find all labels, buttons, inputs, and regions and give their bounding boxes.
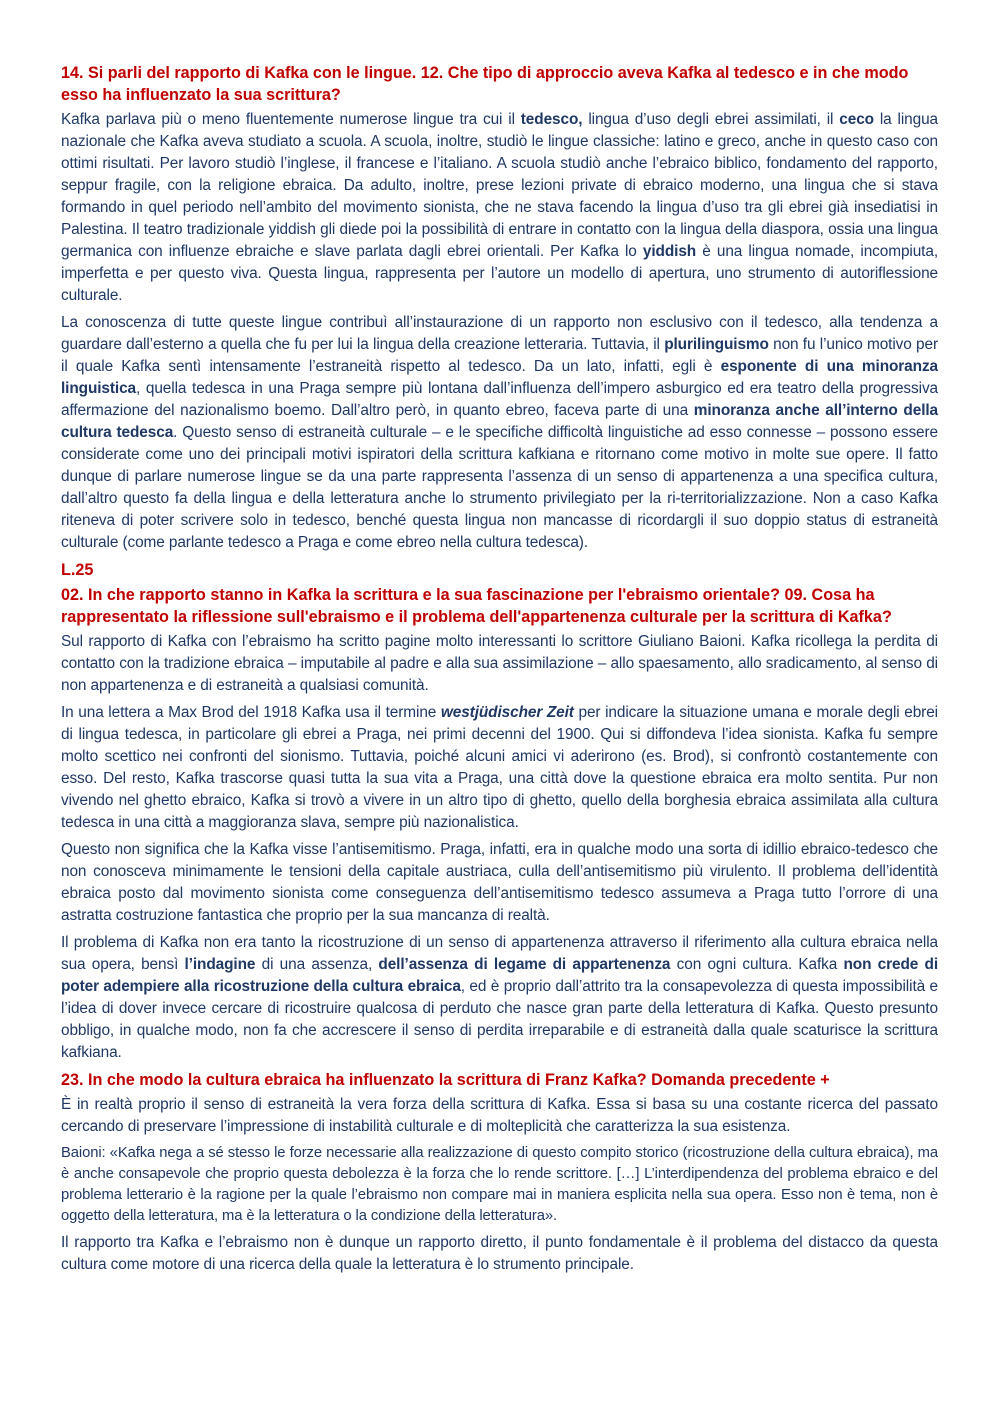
bold-term-yiddish: yiddish [642, 243, 697, 260]
paragraph-max-brod-letter [61, 702, 938, 834]
question-heading-23: 23. In che modo la cultura ebraica ha influenzato la scrittura di Franz Kafka? Domanda precedente + [61, 1071, 830, 1089]
bold-term-ceco: ceco [839, 111, 874, 128]
paragraph-antisemitismo: Questo non significa che la Kafka visse l’antisemitismo. Praga, infatti, era in qualche modo una sorta di idillio ebraico-tedesco che non conosceva minimamente le tensioni della capitale austriaca, culla dell’antisemitismo più virulento. Il problema dell’identità ebraica posto dal movimento sionista come conseguenza dell’antisemitismo tedesco assumeva a Praga tutto l’orrore di una astratta costruzione fantastica che proprio per la sua mancanza di realtà. [61, 841, 938, 924]
text-run: Il problema di Kafka non era tanto la ricostruzione di un senso di appartenenza attraverso il riferimento alla cultura ebraica nella sua opera, bensì [61, 934, 938, 973]
text-run: lingua d’uso degli ebrei assimilati, il [582, 111, 840, 128]
bold-term-plurilinguismo: plurilinguismo [664, 336, 769, 353]
text-run: è una lingua nomade, incompiuta, imperfetta e per questo viva. Questa lingua, rappresenta per l’autore un modello di apertura, uno strumento di autoriflessione culturale. [61, 243, 938, 304]
bold-italic-term-westjudischer-zeit: westjüdischer Zeit [440, 704, 574, 721]
paragraph-plurilinguismo [61, 312, 938, 554]
text-run: la lingua nazionale che Kafka aveva studiato a scuola. A scuola, inoltre, studiò le lingue classiche: latino e greco, anche in questo caso con ottimi risultati. Per lavoro studiò l’inglese, il francese e l’italiano. A scuola studiò anche l’ebraico biblico, fondamento del rapporto, seppur fragile, con la religione ebraica. Da adulto, inoltre, prese lezioni private di ebraico moderno, una lingua che si stava formando in quel periodo nell’ambito del movimento sionista, che ne stava facendo la lingua d’uso tra gli ebrei già insediatisi in Palestina. Il teatro tradizionale yiddish gli diede poi la possibilità di entrare in contatto con la lingua della diaspora, ossia una lingua germanica con influenze ebraiche e slave parlata dagli ebrei orientali. Per Kafka lo [61, 111, 939, 260]
paragraph-languages [61, 109, 938, 307]
text-run: La conoscenza di tutte queste lingue contribuì all’instaurazione di un rapporto non esclusivo con il tedesco, alla tendenza a guardare dall’esterno a quella che fu per lui la lingua della creazione letteraria. Tuttavia, il [61, 314, 938, 353]
text-run: per indicare la situazione umana e morale degli ebrei di lingua tedesca, in particolare gli ebrei a Praga, nei primi decenni del 1900. Qui si diffondeva l’idea sionista. Kafka fu sempre molto scettico nei confronti del sionismo. Tuttavia, poiché alcuni amici vi aderirono (es. Brod), si confrontò costantemente con esso. Del resto, Kafka trascorse quasi tutta la sua vita a Praga, una città dove la questione ebraica era molto sentita. Pur non vivendo nel ghetto ebraico, Kafka si trovò a vivere in un altro tipo di ghetto, quello della borghesia ebraica assimilata alla cultura tedesca in una città a maggioranza slava, sempre più nazionalistica. [61, 704, 938, 831]
question-heading-02-09: 02. In che rapporto stanno in Kafka la scrittura e la sua fascinazione per l'ebraismo orientale? 09. Cosa ha rappresentato la riflessione sull'ebraismo e il problema dell'appartenenza culturale per la scrittura di Kafka? [61, 586, 892, 626]
text-run: di una assenza, [255, 956, 379, 973]
bold-term-tedesco: tedesco, [520, 111, 583, 128]
bold-term-indagine: l’indagine [184, 956, 256, 973]
paragraph-problema-kafka [61, 932, 938, 1064]
lesson-label: L.25 [61, 561, 94, 579]
bold-term-minoranza-cultura-tedesca: minoranza anche all’interno della cultura tedesca [61, 402, 939, 441]
paragraph-estraneita: È in realtà proprio il senso di estraneità la vera forza della scrittura di Kafka. Essa si basa su una costante ricerca del passato cercando di preservare l’impressione di instabilità culturale e di molteplicità che caratterizza la sua esistenza. [61, 1096, 938, 1135]
bold-term-assenza-legame: dell’assenza di legame di appartenenza [378, 956, 671, 973]
paragraph-baioni: Sul rapporto di Kafka con l’ebraismo ha scritto pagine molto interessanti lo scrittore Giuliano Baioni. Kafka ricollega la perdita di contatto con la tradizione ebraica – imputabile al padre e alla sua assimilazione – allo spaesamento, allo sradicamento, al senso di non appartenenza e di estraneità a qualsiasi comunità. [61, 633, 938, 694]
text-run: , ed è proprio dall’attrito tra la consapevolezza di questa impossibilità e l’idea di dover invece cercare di ricostruire qualcosa di perduto che nasce gran parte della letteratura di Kafka. Questo presunto obbligo, in qualche modo, non fa che accrescere il senso di perdita irreparabile e di estraneità dalla quale scaturisce la scrittura kafkiana. [61, 978, 938, 1061]
text-run: non fu l’unico motivo per il quale Kafka sentì intensamente l’estraneità rispetto al tedesco. Da un lato, infatti, egli è [61, 336, 938, 375]
bold-term-non-crede: non crede di poter adempiere alla ricostruzione della cultura ebraica [61, 956, 938, 995]
text-run: Kafka parlava più o meno fluentemente numerose lingue tra cui il [61, 111, 521, 128]
text-run: , quella tedesca in una Praga sempre più lontana dall’influenza dell’impero asburgico ed era teatro della progressiva affermazione del nazionalismo boemo. Dall’altro però, in quanto ebreo, faceva parte di una [61, 380, 938, 419]
paragraph-conclusione: Il rapporto tra Kafka e l’ebraismo non è dunque un rapporto diretto, il punto fondamentale è il problema del distacco da questa cultura come motore di una ricerca della quale la letteratura è lo strumento principale. [61, 1234, 938, 1273]
text-run: In una lettera a Max Brod del 1918 Kafka usa il termine [61, 704, 441, 721]
text-run: . Questo senso di estraneità culturale – e le specifiche difficoltà linguistiche ad esso connesse – possono essere considerate come uno dei principali motivi ispiratori della scrittura kafkiana e ritornano come motivo in molte sue opere. Il fatto dunque di parlare numerose lingue se da una parte rappresenta l’assenza di un senso di appartenenza a una specifica cultura, dall’altro questo fa della lingua e della letteratura anche lo strumento privilegiato per la ri-territorializzazione. Non a caso Kafka riteneva di poter scrivere solo in tedesco, benché questa lingua non mancasse di ricordargli il suo doppio status di estraneità culturale (come parlante tedesco a Praga e come ebreo nella cultura tedesca). [61, 424, 938, 551]
text-run: con ogni cultura. Kafka [670, 956, 844, 973]
paragraph-baioni-quote: Baioni: «Kafka nega a sé stesso le forze necessarie alla realizzazione di questo compito storico (ricostruzione della cultura ebraica), ma è anche consapevole che proprio questa debolezza è la forza che lo rende scrittore. […] L’interdipendenza del problema ebraico e del problema letterario è la ragione per la quale l’ebraismo non compare mai in maniera esplicita nella sua opera. Esso non è tema, non è oggetto della letteratura, ma è la letteratura o la condizione della letteratura». [61, 1145, 938, 1224]
question-heading-14-12: 14. Si parli del rapporto di Kafka con le lingue. 12. Che tipo di approccio aveva Kafka al tedesco e in che modo esso ha influenzato la sua scrittura? [61, 64, 909, 104]
bold-term-minoranza-linguistica: esponente di una minoranza linguistica [61, 358, 938, 397]
